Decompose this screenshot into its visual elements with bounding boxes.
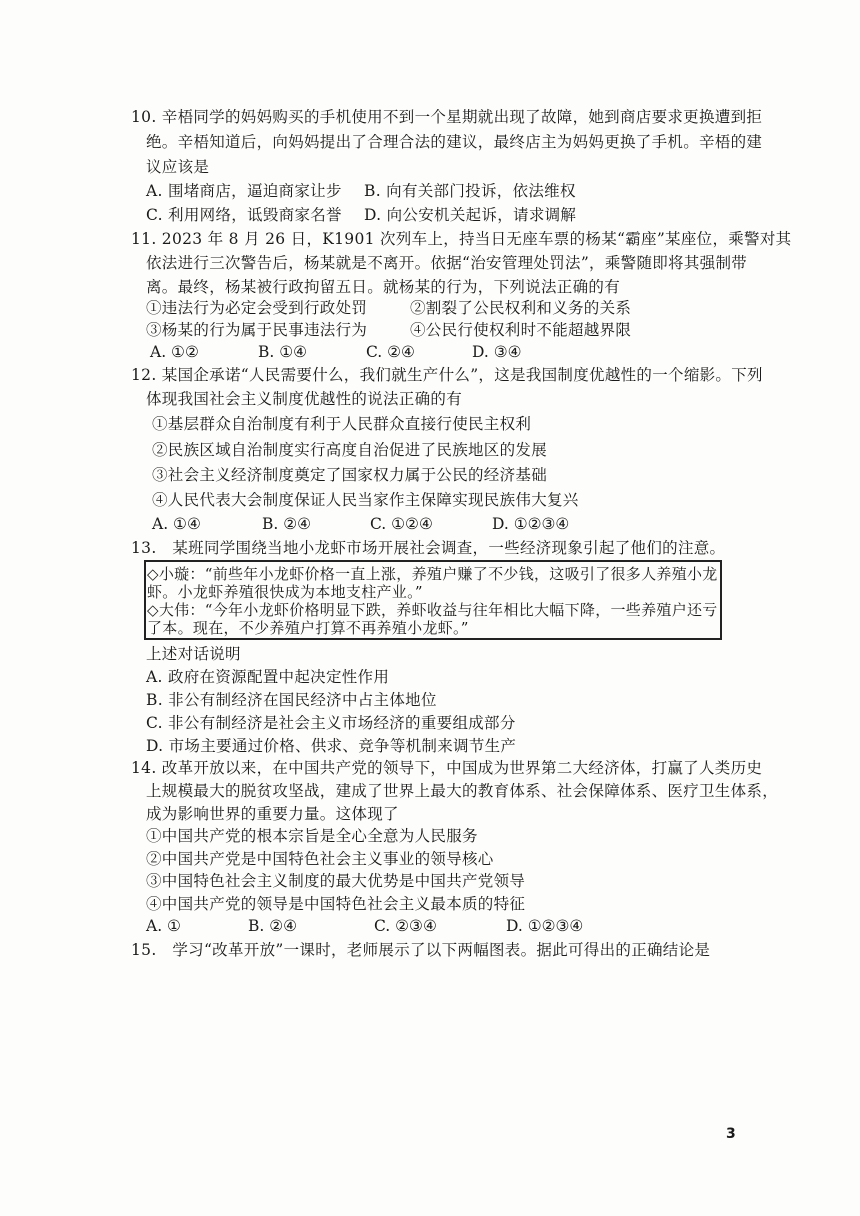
q14-stem-line-2: 上规模最大的脱贫攻坚战，建成了世界上最大的教育体系、社会保障体系、医疗卫生体系，: [146, 782, 779, 800]
q10-option-c: C. 利用网络，诋毁商家名誉: [146, 206, 342, 224]
q11-stem-line-3: 离。最终，杨某被行政拘留五日。就杨某的行为，下列说法正确的有: [146, 278, 621, 296]
q15-stem: 15. 学习“改革开放”一课时，老师展示了以下两幅图表。据此可得出的正确结论是: [131, 941, 711, 959]
q11-option-d: D. ③④: [472, 343, 522, 361]
q13-box-line-1: ◇小璇：“前些年小龙虾价格一直上涨，养殖户赚了不少钱，这吸引了很多人养殖小龙: [147, 565, 718, 583]
q11-option-a: A. ①②: [150, 343, 199, 361]
q12-statement-3: ③社会主义经济制度奠定了国家权力属于公民的经济基础: [152, 466, 548, 484]
q12-option-d: D. ①②③④: [492, 515, 570, 533]
q14-stem-line-3: 成为影响世界的重要力量。这体现了: [146, 805, 399, 823]
q10-option-d: D. 向公安机关起诉，请求调解: [364, 206, 577, 224]
q12-option-c: C. ①②④: [370, 515, 433, 533]
q10-option-b: B. 向有关部门投诉，依法维权: [364, 182, 576, 200]
q13-box-line-4: 了本。现在，不少养殖户打算不再养殖小龙虾。”: [147, 619, 469, 637]
q11-statement-4: ④公民行使权利时不能超越界限: [410, 321, 632, 339]
q12-option-a: A. ①④: [152, 515, 201, 533]
q11-option-b: B. ①④: [258, 343, 308, 361]
q11-stem-line-1: 11. 2023 年 8 月 26 日，K1901 次列车上，持当日无座车票的杨某“霸座”某座位，乘警对其: [131, 230, 792, 248]
q14-stem-line-1: 14. 改革开放以来，在中国共产党的领导下，中国成为世界第二大经济体，打赢了人类历史: [131, 759, 763, 777]
q14-statement-1: ①中国共产党的根本宗旨是全心全意为人民服务: [146, 827, 478, 845]
q13-box-line-2: 虾。小龙虾养殖很快成为本地支柱产业。”: [147, 583, 423, 601]
q13-option-c: C. 非公有制经济是社会主义市场经济的重要组成部分: [146, 714, 516, 732]
q11-statement-3: ③杨某的行为属于民事违法行为: [146, 321, 368, 339]
q12-statement-2: ②民族区域自治制度实行高度自治促进了民族地区的发展: [152, 441, 548, 459]
q14-option-c: C. ②③④: [374, 917, 437, 935]
q13-box-line-3: ◇大伟：“今年小龙虾价格明显下跌，养虾收益与往年相比大幅下降，一些养殖户还亏: [147, 601, 718, 619]
q14-option-b: B. ②④: [248, 917, 298, 935]
q10-stem-line-3: 议应该是: [146, 158, 210, 176]
q13-option-d: D. 市场主要通过价格、供求、竞争等机制来调节生产: [146, 737, 517, 755]
q12-statement-1: ①基层群众自治制度有利于人民群众直接行使民主权利: [152, 415, 532, 433]
q12-statement-4: ④人民代表大会制度保证人民当家作主保障实现民族伟大复兴: [152, 491, 579, 509]
q10-option-a: A. 围堵商店，逼迫商家让步: [146, 182, 342, 200]
page-number: 3: [726, 1126, 736, 1142]
q11-statement-2: ②割裂了公民权利和义务的关系: [410, 299, 632, 317]
q10-stem-line-1: 10. 辛梧同学的妈妈购买的手机使用不到一个星期就出现了故障，她到商店要求更换遭到拒: [131, 108, 763, 126]
q14-statement-3: ③中国特色社会主义制度的最大优势是中国共产党领导: [146, 872, 526, 890]
q13-option-b: B. 非公有制经济在国民经济中占主体地位: [146, 691, 437, 709]
q11-option-c: C. ②④: [366, 343, 415, 361]
q14-statement-4: ④中国共产党的领导是中国特色社会主义最本质的特征: [146, 895, 526, 913]
q14-option-a: A. ①: [146, 917, 181, 935]
q11-stem-line-2: 依法进行三次警告后，杨某就是不离开。依据“治安管理处罚法”，乘警随即将其强制带: [146, 254, 748, 272]
q14-option-d: D. ①②③④: [506, 917, 584, 935]
q13-stem: 13. 某班同学围绕当地小龙虾市场开展社会调查，一些经济现象引起了他们的注意。: [131, 539, 726, 557]
q12-stem-line-1: 12. 某国企承诺“人民需要什么，我们就生产什么”，这是我国制度优越性的一个缩影。下列: [131, 366, 763, 384]
q12-stem-line-2: 体现我国社会主义制度优越性的说法正确的有: [146, 390, 463, 408]
q14-statement-2: ②中国共产党是中国特色社会主义事业的领导核心: [146, 850, 494, 868]
q10-stem-line-2: 绝。辛梧知道后，向妈妈提出了合理合法的建议，最终店主为妈妈更换了手机。辛梧的建: [146, 133, 763, 151]
q13-option-a: A. 政府在资源配置中起决定性作用: [146, 668, 390, 686]
q13-question: 上述对话说明: [146, 645, 241, 663]
q12-option-b: B. ②④: [262, 515, 312, 533]
q11-statement-1: ①违法行为必定会受到行政处罚: [146, 299, 368, 317]
